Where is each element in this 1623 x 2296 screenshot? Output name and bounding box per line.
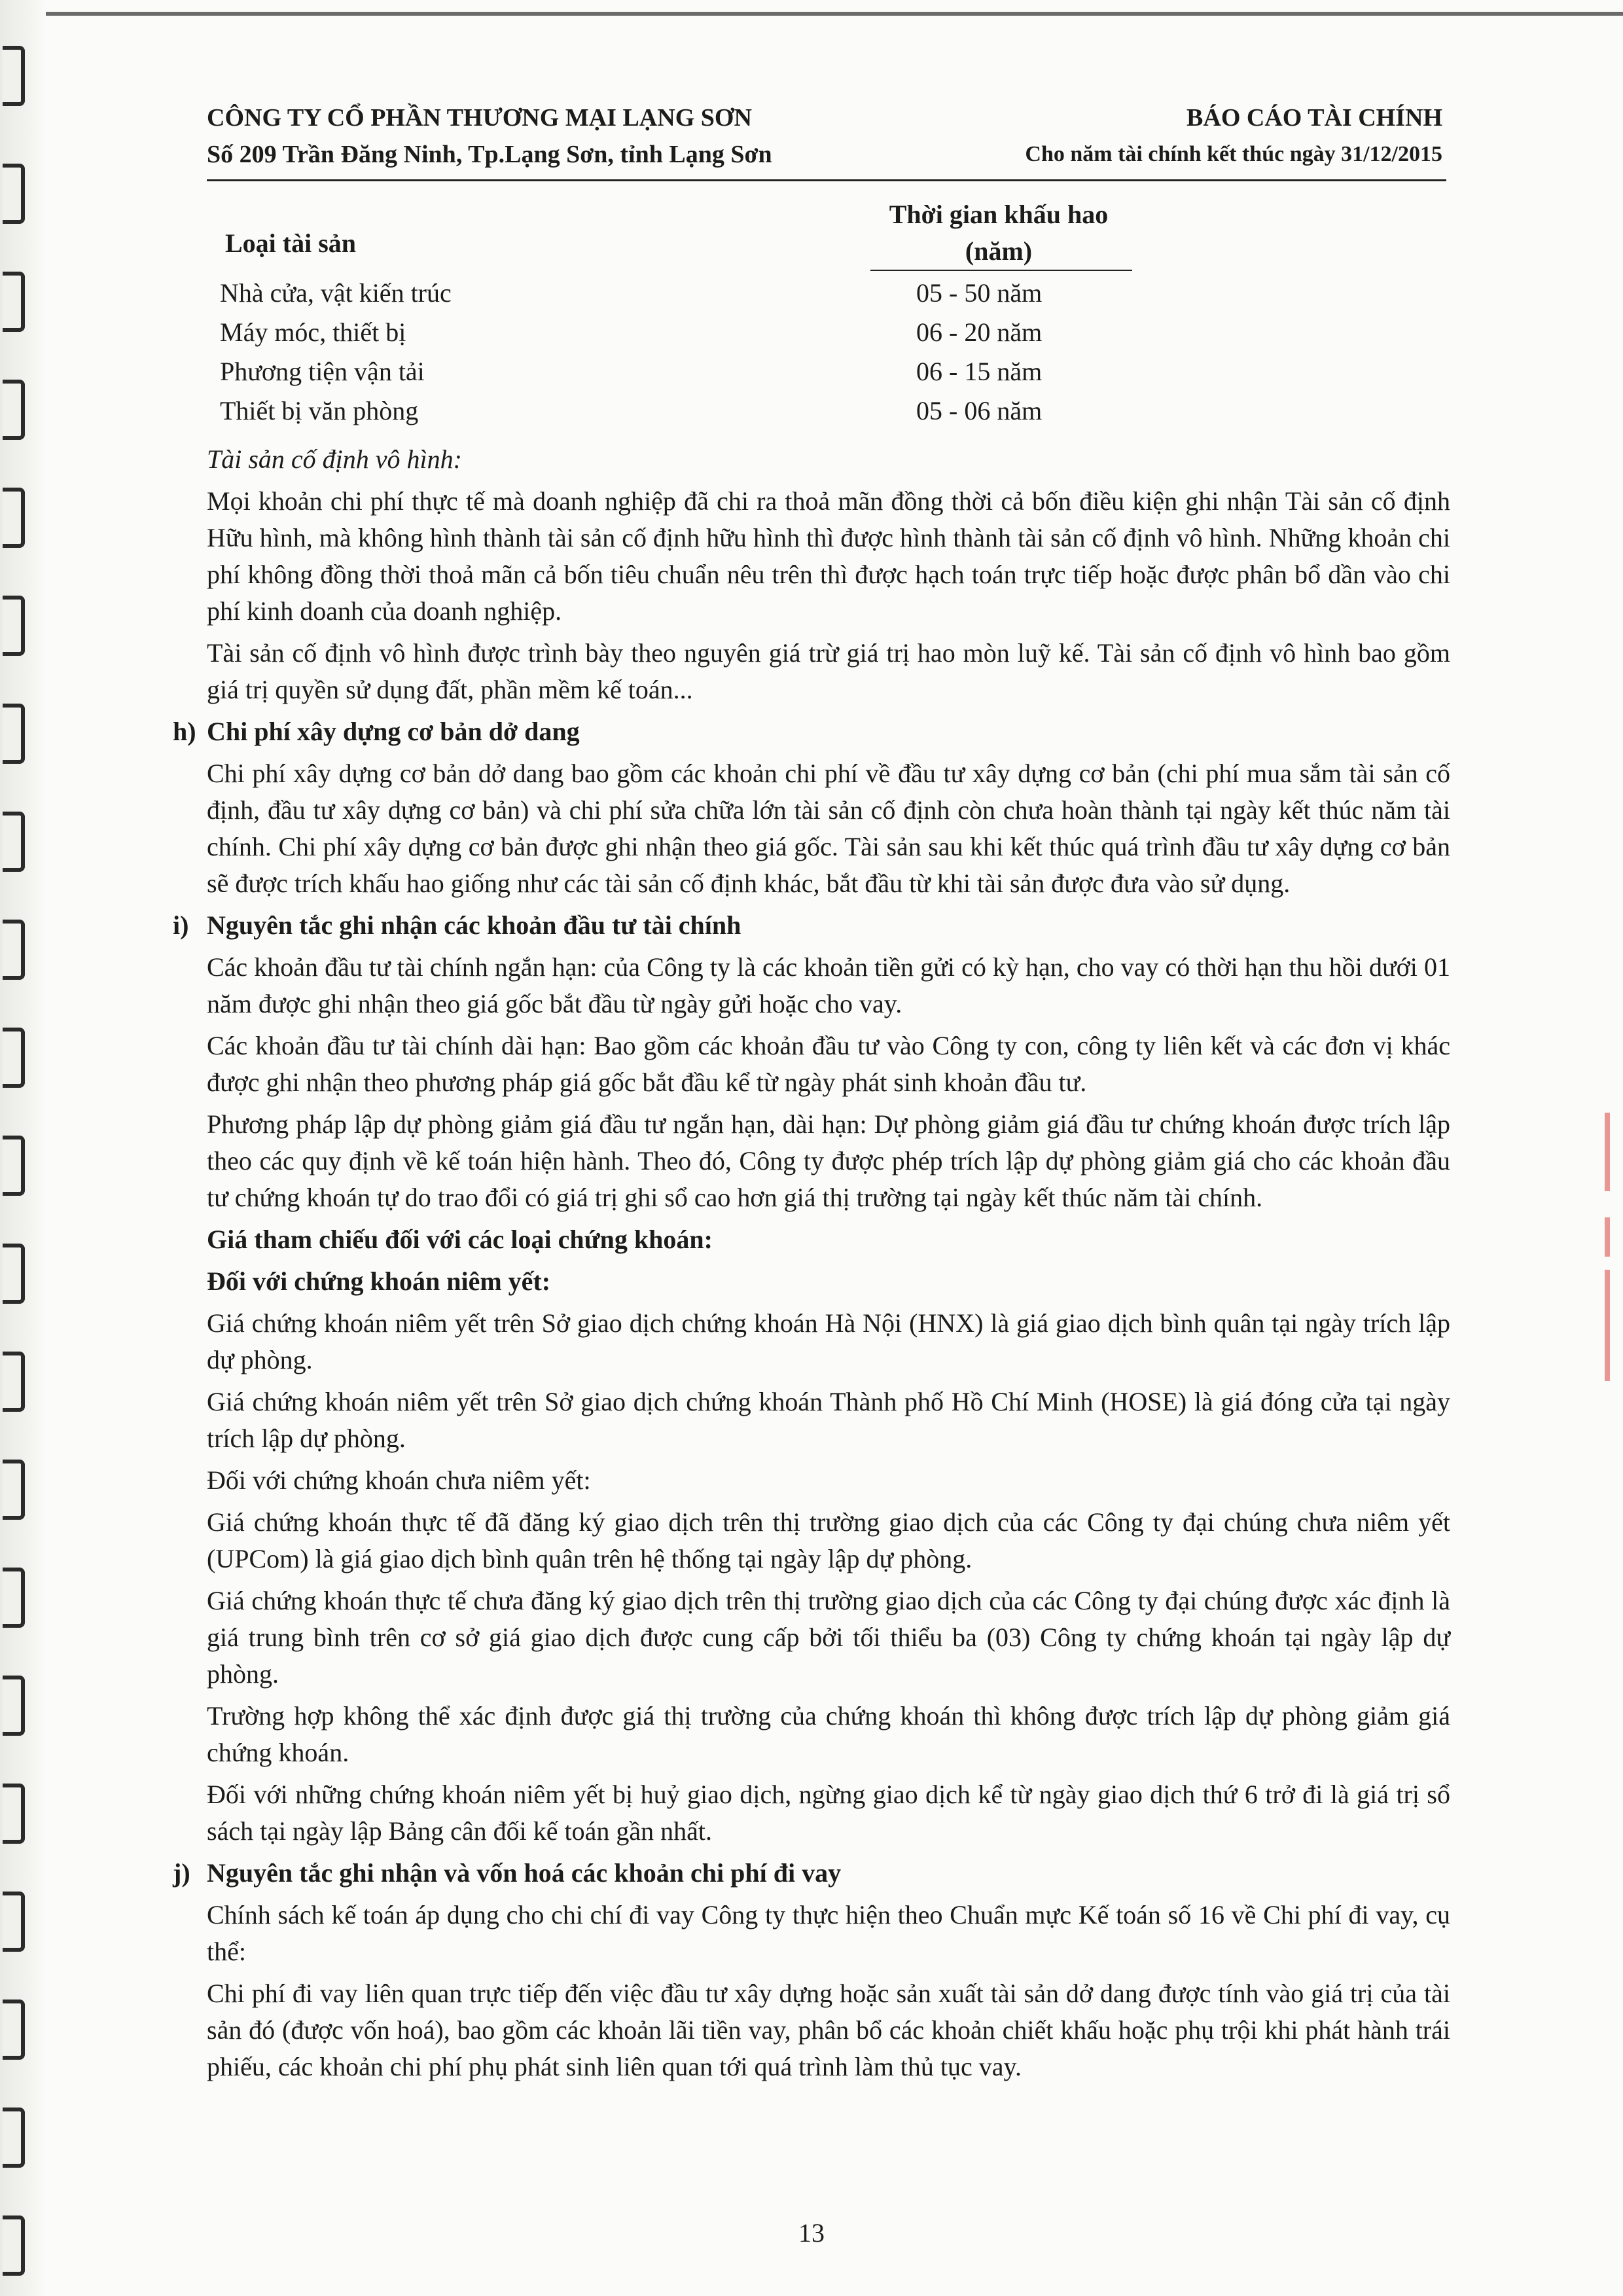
paragraph: Mọi khoản chi phí thực tế mà doanh nghiệp đã chi ra thoả mãn đồng thời cả bốn điều kiện ghi nhận Tài sản cố định Hữu hình, mà không hình thành tài sản cố định hữu hình thì được hình thành tài sản cố định vô hình. Những khoản chi phí không đồng thời thoả mãn cả bốn tiêu chuẩn nêu trên thì được hạch toán trực tiếp hoặc được phân bổ dần vào chi phí kinh doanh của doanh nghiệp. xyxy=(207,486,1450,626)
section-heading-h xyxy=(173,713,1450,750)
table-header-period-line1: Thời gian khấu hao xyxy=(889,200,1109,229)
table-row xyxy=(220,393,1267,432)
paragraph: Giá chứng khoán niêm yết trên Sở giao dịch chứng khoán Thành phố Hồ Chí Minh (HOSE) là giá đóng cửa tại ngày trích lập dự phòng. xyxy=(207,1387,1450,1453)
company-name: CÔNG TY CỔ PHẦN THƯƠNG MẠI LẠNG SƠN xyxy=(207,104,752,132)
table-header-period-line2: (năm) xyxy=(965,236,1033,266)
intangible-heading: Tài sản cố định vô hình: xyxy=(207,444,462,474)
asset-years: 05 - 50 năm xyxy=(916,278,1043,308)
binding-ring xyxy=(3,1784,25,1844)
table-body xyxy=(220,275,1267,432)
paragraph: Giá chứng khoán niêm yết trên Sở giao dịch chứng khoán Hà Nội (HNX) là giá giao dịch bình quân tại ngày trích lập dự phòng. xyxy=(207,1308,1450,1374)
asset-years: 05 - 06 năm xyxy=(916,396,1043,425)
paragraph: Đối với những chứng khoán niêm yết bị huỷ giao dịch, ngừng giao dịch kể từ ngày giao dịch thứ 6 trở đi là giá trị sổ sách tại ngày lập Bảng cân đối kế toán gần nhất. xyxy=(207,1780,1450,1846)
subheading-plain: Đối với chứng khoán chưa niêm yết: xyxy=(207,1465,591,1495)
document-body xyxy=(173,196,1450,2090)
subheading: Đối với chứng khoán niêm yết: xyxy=(207,1266,551,1296)
spiral-binding xyxy=(0,0,46,2296)
report-title: BÁO CÁO TÀI CHÍNH xyxy=(1186,104,1442,132)
binding-ring xyxy=(3,704,25,764)
binding-ring xyxy=(3,920,25,980)
company-address: Số 209 Trần Đăng Ninh, Tp.Lạng Sơn, tỉnh Lạng Sơn xyxy=(207,141,772,168)
binding-ring xyxy=(3,46,25,106)
depreciation-table xyxy=(207,196,1450,439)
stamp-edge-mark xyxy=(1605,1270,1610,1381)
section-label: h) xyxy=(173,717,196,746)
table-header-underline xyxy=(870,270,1132,271)
section-label: i) xyxy=(173,910,189,940)
binding-ring xyxy=(3,1352,25,1412)
binding-ring xyxy=(3,812,25,872)
binding-ring xyxy=(3,1892,25,1952)
header-rule xyxy=(207,179,1446,181)
binding-ring xyxy=(3,380,25,440)
binding-ring xyxy=(3,1244,25,1304)
table-header-period xyxy=(848,196,1149,270)
paragraph: Giá chứng khoán thực tế đã đăng ký giao dịch trên thị trường giao dịch của các Công ty đại chúng chưa niêm yết (UPCom) là giá giao dịch bình quân trên hệ thống tại ngày lập dự phòng. xyxy=(207,1507,1450,1573)
asset-name: Máy móc, thiết bị xyxy=(220,317,406,347)
binding-ring xyxy=(3,272,25,332)
paragraph: Trường hợp không thể xác định được giá thị trường của chứng khoán thì không được trích lập dự phòng giảm giá chứng khoán. xyxy=(207,1701,1450,1767)
table-row xyxy=(220,275,1267,314)
company-header xyxy=(207,99,772,173)
subheading: Giá tham chiếu đối với các loại chứng khoán: xyxy=(207,1225,713,1254)
asset-name: Thiết bị văn phòng xyxy=(220,396,419,425)
paragraph: Chi phí xây dựng cơ bản dở dang bao gồm các khoản chi phí về đầu tư xây dựng cơ bản (chi phí mua sắm tài sản cố định, đầu tư xây dựng cơ bản) và chi phí sửa chữa lớn tài sản cố định còn chưa hoàn thành tại ngày kết thúc năm tài chính. Chi phí xây dựng cơ bản được ghi nhận theo giá gốc. Tài sản sau khi kết thúc quá trình đầu tư xây dựng cơ bản sẽ được trích khấu hao giống như các tài sản cố định khác, bắt đầu từ khi tài sản được đưa vào sử dụng. xyxy=(207,759,1450,898)
binding-ring xyxy=(3,1028,25,1088)
stamp-edge-mark xyxy=(1605,1113,1610,1191)
asset-name: Nhà cửa, vật kiến trúc xyxy=(220,278,452,308)
binding-ring xyxy=(3,1568,25,1628)
binding-ring xyxy=(3,2108,25,2168)
binding-ring xyxy=(3,1460,25,1520)
table-row xyxy=(220,353,1267,393)
report-header xyxy=(1025,99,1442,173)
stamp-edge-mark xyxy=(1605,1217,1610,1257)
report-period: Cho năm tài chính kết thúc ngày 31/12/2015 xyxy=(1025,142,1442,166)
page-edge-rule xyxy=(0,12,1623,16)
asset-years: 06 - 15 năm xyxy=(916,357,1043,386)
section-label: j) xyxy=(173,1858,190,1888)
paragraph: Các khoản đầu tư tài chính ngắn hạn: của Công ty là các khoản tiền gửi có kỳ hạn, cho vay có thời hạn thu hồi dưới 01 năm được ghi nhận theo giá gốc bắt đầu từ ngày gửi hoặc cho vay. xyxy=(207,952,1450,1018)
paragraph: Chính sách kế toán áp dụng cho chi chí đi vay Công ty thực hiện theo Chuẩn mực Kế toán số 16 về Chi phí đi vay, cụ thể: xyxy=(207,1900,1450,1966)
binding-ring xyxy=(3,1676,25,1736)
section-title: Chi phí xây dựng cơ bản dở dang xyxy=(207,717,580,746)
section-heading-i xyxy=(173,907,1450,944)
binding-ring xyxy=(3,1136,25,1196)
asset-years: 06 - 20 năm xyxy=(916,317,1043,347)
table-header-asset: Loại tài sản xyxy=(225,228,357,258)
section-title: Nguyên tắc ghi nhận các khoản đầu tư tài chính xyxy=(207,910,741,940)
binding-ring xyxy=(3,488,25,548)
section-heading-j xyxy=(173,1855,1450,1892)
paragraph: Giá chứng khoán thực tế chưa đăng ký giao dịch trên thị trường giao dịch của các Công ty đại chúng được xác định là giá trung bình trên cơ sở giá giao dịch được cung cấp bởi tối thiểu ba (03) Công ty chứng khoán tại ngày lập dự phòng. xyxy=(207,1586,1450,1689)
binding-ring xyxy=(3,2000,25,2060)
table-row xyxy=(220,314,1267,353)
paragraph: Chi phí đi vay liên quan trực tiếp đến việc đầu tư xây dựng hoặc sản xuất tài sản dở dang được tính vào giá trị của tài sản đó (được vốn hoá), bao gồm các khoản lãi tiền vay, phân bổ các khoản chiết khấu hoặc phụ trội khi phát hành trái phiếu, các khoản chi phí phụ phát sinh liên quan tới quá trình làm thủ tục vay. xyxy=(207,1979,1450,2081)
section-title: Nguyên tắc ghi nhận và vốn hoá các khoản chi phí đi vay xyxy=(207,1858,842,1888)
paragraph: Các khoản đầu tư tài chính dài hạn: Bao gồm các khoản đầu tư vào Công ty con, công ty liên kết và các đơn vị khác được ghi nhận theo phương pháp giá gốc bắt đầu kể từ ngày phát sinh khoản đầu tư. xyxy=(207,1031,1450,1097)
asset-name: Phương tiện vận tải xyxy=(220,357,425,386)
binding-ring xyxy=(3,596,25,656)
paragraph: Phương pháp lập dự phòng giảm giá đầu tư ngắn hạn, dài hạn: Dự phòng giảm giá đầu tư chứng khoán được trích lập theo các quy định về kế toán hiện hành. Theo đó, Công ty được phép trích lập dự phòng giảm giá cho các khoản đầu tư chứng khoán tự do trao đổi có giá trị ghi sổ cao hơn giá thị trường tại ngày kết thúc năm tài chính. xyxy=(207,1109,1450,1212)
page-number: 13 xyxy=(798,2218,825,2248)
binding-ring xyxy=(3,164,25,224)
paragraph: Tài sản cố định vô hình được trình bày theo nguyên giá trừ giá trị hao mòn luỹ kế. Tài sản cố định vô hình bao gồm giá trị quyền sử dụng đất, phần mềm kế toán... xyxy=(207,638,1450,704)
